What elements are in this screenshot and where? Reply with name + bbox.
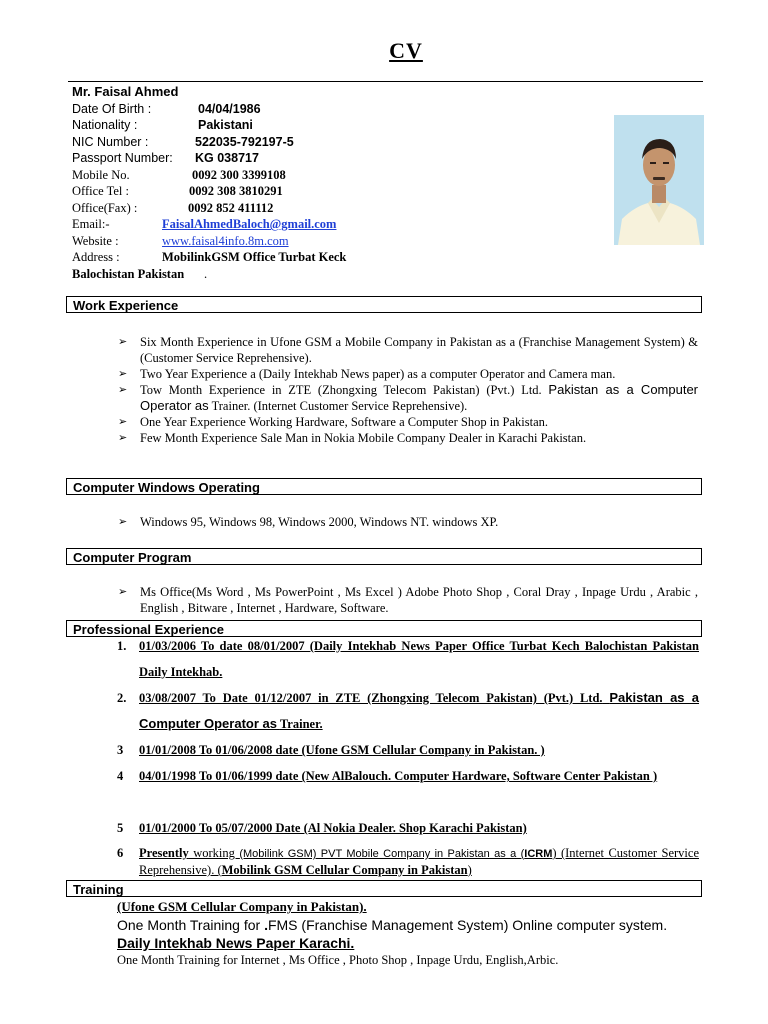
top-divider bbox=[68, 81, 703, 82]
nic-value: 522035-792197-5 bbox=[195, 134, 294, 149]
section-professional-experience: Professional Experience bbox=[66, 620, 702, 637]
item-number: 2. bbox=[117, 691, 127, 705]
list-item bbox=[118, 382, 698, 414]
section-work-experience: Work Experience bbox=[66, 296, 702, 313]
zte-dates: 03/08/2007 To Date 01/12/2007 in ZTE (Zhongxing Telecom Pakistan) (Pvt.) Ltd. bbox=[139, 691, 603, 705]
zte-role: Pakistan as a Computer Operator as bbox=[140, 382, 699, 413]
nic-row bbox=[72, 134, 294, 151]
service-text: ) (Internet Customer Service Reprehensive). ( bbox=[139, 846, 699, 877]
website-link[interactable]: www.faisal4info.8m.com bbox=[162, 233, 289, 248]
mobile-row bbox=[72, 167, 286, 184]
address-label: Address : bbox=[72, 250, 120, 264]
item-text: 01/01/2008 To 01/06/2008 date (Ufone GSM Cellular Company in Pakistan. ) bbox=[139, 743, 545, 757]
passport-row bbox=[72, 150, 259, 167]
profile-photo-image bbox=[614, 115, 704, 245]
email-link[interactable]: FaisalAhmedBaloch@gmail.com bbox=[162, 217, 337, 231]
ufone-desc-pre: One Month Training for bbox=[117, 917, 265, 933]
list-item: ➢ Two Year Experience a (Daily Intekhab News paper) as a computer Operator and Camera man. bbox=[118, 366, 698, 382]
office-tel-row bbox=[72, 183, 283, 200]
passport-value: KG 038717 bbox=[195, 151, 259, 165]
dob-value: 04/04/1986 bbox=[198, 101, 261, 116]
work-experience-list bbox=[118, 334, 698, 446]
dob-label: Date Of Birth : bbox=[72, 101, 152, 116]
address-end: . bbox=[204, 266, 208, 281]
item-text bbox=[139, 845, 699, 878]
icrm-text: ICRM bbox=[524, 848, 553, 860]
nationality-label: Nationality : bbox=[72, 118, 138, 132]
daily-training-desc: One Month Training for Internet , Ms Office , Photo Shop , Inpage Urdu, English,Arbic. bbox=[117, 953, 559, 967]
item-text bbox=[139, 685, 699, 737]
section-computer-program: Computer Program bbox=[66, 548, 702, 565]
zte-role: Pakistan as a Computer Operator as bbox=[139, 690, 700, 731]
address-line1: MobilinkGSM Office Turbat Keck bbox=[162, 250, 347, 264]
section-windows-operating: Computer Windows Operating bbox=[66, 478, 702, 495]
office-tel-label: Office Tel : bbox=[72, 184, 129, 198]
ufone-desc-post: FMS (Franchise Management System) Online computer system. bbox=[267, 917, 668, 933]
personal-info bbox=[72, 84, 347, 282]
presently-label: Presently bbox=[139, 846, 189, 860]
zte-trainer: Trainer. bbox=[279, 717, 323, 731]
office-fax-label: Office(Fax) : bbox=[72, 200, 138, 215]
nationality-value: Pakistani bbox=[198, 118, 253, 132]
passport-label: Passport Number: bbox=[72, 151, 173, 165]
email-row bbox=[72, 216, 337, 233]
list-item: ➢ One Year Experience Working Hardware, Software a Computer Shop in Pakistan. bbox=[118, 414, 698, 430]
email-label: Email:- bbox=[72, 217, 110, 231]
item-text: 04/01/1998 To 01/06/1999 date (New AlBalouch. Computer Hardware, Software Center Pakistan ) bbox=[139, 769, 658, 783]
item-number: 4 bbox=[117, 769, 124, 783]
daily-training-title: Daily Intekhab News Paper Karachi. bbox=[117, 935, 355, 951]
address-line2: Balochistan Pakistan bbox=[72, 266, 185, 281]
ufone-training-title: (Ufone GSM Cellular Company in Pakistan). bbox=[117, 899, 367, 914]
windows-list bbox=[118, 514, 698, 530]
list-item: ➢ Few Month Experience Sale Man in Nokia Mobile Company Dealer in Karachi Pakistan. bbox=[118, 430, 698, 446]
item-number: 1. bbox=[117, 639, 127, 653]
zte-trainer: Trainer. (Internet Customer Service Reprehensive). bbox=[211, 399, 468, 413]
dob-row bbox=[72, 101, 261, 118]
close-paren: ) bbox=[467, 863, 472, 877]
ufone-training-desc bbox=[117, 916, 702, 934]
ufone-desc-dot: . bbox=[264, 917, 268, 933]
working-text: working bbox=[188, 846, 240, 860]
address-row bbox=[72, 249, 347, 266]
item-number: 6 bbox=[117, 846, 124, 860]
profile-photo bbox=[614, 115, 704, 245]
cv-title: CV bbox=[389, 38, 423, 63]
program-list bbox=[118, 584, 698, 616]
item-number: 3 bbox=[117, 743, 124, 757]
item-text: 01/01/2000 To 05/07/2000 Date (Al Nokia Dealer. Shop Karachi Pakistan) bbox=[139, 821, 527, 835]
office-tel-value: 0092 308 3810291 bbox=[189, 184, 283, 198]
nic-label: NIC Number : bbox=[72, 134, 149, 149]
zte-text: Tow Month Experience in ZTE (Zhongxing Telecom Pakistan) (Pvt.) Ltd. bbox=[140, 383, 542, 397]
mobilink-company: Mobilink GSM Cellular Company in Pakistan bbox=[221, 863, 468, 877]
item-number: 5 bbox=[117, 821, 124, 835]
section-training: Training bbox=[66, 880, 702, 897]
item-text: 01/03/2006 To date 08/01/2007 (Daily Intekhab News Paper Office Turbat Kech Balochistan Pakistan Daily Intekhab. bbox=[139, 639, 699, 679]
training-list bbox=[117, 898, 702, 968]
address-row-2 bbox=[72, 266, 208, 283]
office-fax-row bbox=[72, 200, 274, 217]
mobile-value: 0092 300 3399108 bbox=[192, 167, 286, 182]
applicant-name: Mr. Faisal Ahmed bbox=[72, 84, 179, 99]
list-item: ➢ Ms Office(Ms Word , Ms PowerPoint , Ms Excel ) Adobe Photo Shop , Coral Dray , Inpage Urdu , Arabic , English , Bitware , Internet , Hardware, Software. bbox=[118, 584, 698, 616]
website-row bbox=[72, 233, 289, 250]
mobilink-text: (Mobilink GSM) PVT Mobile Company in Pakistan as a ( bbox=[239, 848, 525, 860]
mobile-label: Mobile No. bbox=[72, 167, 130, 182]
website-label: Website : bbox=[72, 233, 119, 248]
office-fax-value: 0092 852 411112 bbox=[188, 200, 274, 215]
list-item: ➢ Six Month Experience in Ufone GSM a Mobile Company in Pakistan as a (Franchise Management System) & (Customer Service Reprehensive). bbox=[118, 334, 698, 366]
nationality-row bbox=[72, 117, 253, 134]
list-item: ➢ Windows 95, Windows 98, Windows 2000, Windows NT. windows XP. bbox=[118, 514, 698, 530]
